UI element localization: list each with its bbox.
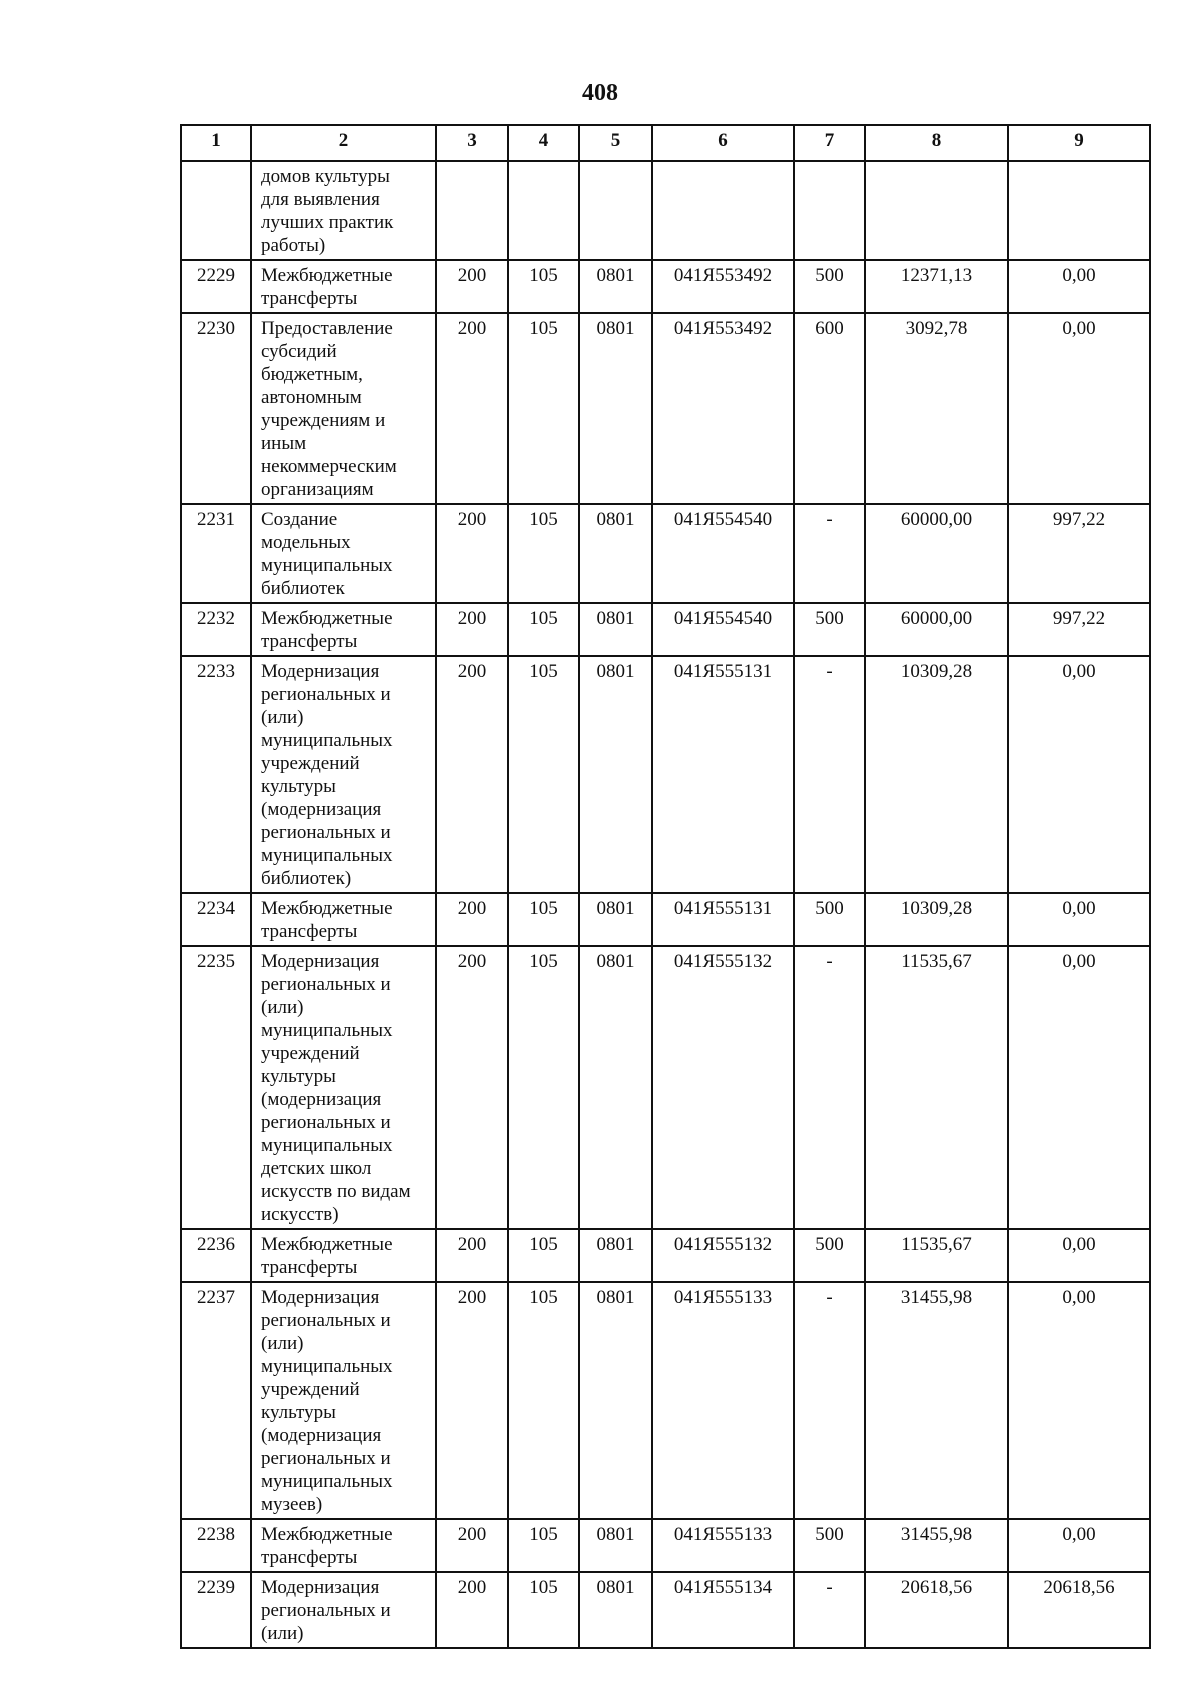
amount-cell: 60000,00: [865, 504, 1008, 603]
table-row: [181, 1519, 1150, 1572]
row-number-cell: [181, 161, 251, 260]
col3-code-cell: 200: [436, 1572, 508, 1648]
item-name-line: библиотек): [261, 868, 352, 889]
column-header-6: 6: [652, 125, 794, 161]
column-header-2: 2: [251, 125, 436, 161]
col5-code-cell: 0801: [579, 893, 652, 946]
table-body: [181, 161, 1150, 1648]
row-number-cell: 2239: [181, 1572, 251, 1648]
item-name-line: региональных и: [261, 684, 391, 705]
item-name-line: (или): [261, 707, 304, 728]
budget-table: [180, 124, 1151, 1649]
col3-code-cell: 200: [436, 603, 508, 656]
item-name-line: (модернизация: [261, 799, 382, 820]
expense-type-cell: 500: [794, 1519, 865, 1572]
col4-code-cell: 105: [508, 946, 579, 1229]
item-name-line: Межбюджетные: [261, 608, 393, 629]
item-name-cell: [251, 1519, 436, 1572]
item-name-line: некоммерческим: [261, 456, 397, 477]
item-name-line: региональных и: [261, 1448, 391, 1469]
item-name-line: Модернизация: [261, 951, 380, 972]
item-name-line: (модернизация: [261, 1089, 382, 1110]
executed-amount-cell: 997,22: [1008, 603, 1150, 656]
item-name-line: региональных и: [261, 1310, 391, 1331]
item-name-line: искусств по видам: [261, 1181, 411, 1202]
table-row: [181, 313, 1150, 504]
executed-amount-cell: 0,00: [1008, 1519, 1150, 1572]
col4-code-cell: 105: [508, 260, 579, 313]
executed-amount-cell: 0,00: [1008, 260, 1150, 313]
amount-cell: 12371,13: [865, 260, 1008, 313]
target-article-cell: 041Я553492: [652, 313, 794, 504]
item-name-line: муниципальных: [261, 730, 393, 751]
target-article-cell: 041Я554540: [652, 603, 794, 656]
header-row: [181, 125, 1150, 161]
table-row: [181, 504, 1150, 603]
amount-cell: 11535,67: [865, 1229, 1008, 1282]
target-article-cell: 041Я555134: [652, 1572, 794, 1648]
col4-code-cell: 105: [508, 1282, 579, 1519]
col5-code-cell: 0801: [579, 1572, 652, 1648]
col4-code-cell: 105: [508, 603, 579, 656]
table-row: [181, 260, 1150, 313]
item-name-cell: [251, 161, 436, 260]
column-header-4: 4: [508, 125, 579, 161]
expense-type-cell: 500: [794, 260, 865, 313]
col5-code-cell: 0801: [579, 656, 652, 893]
item-name-line: бюджетным,: [261, 364, 363, 385]
item-name-line: региональных и: [261, 822, 391, 843]
col3-code-cell: 200: [436, 504, 508, 603]
item-name-line: муниципальных: [261, 845, 393, 866]
col5-code-cell: 0801: [579, 946, 652, 1229]
expense-type-cell: 500: [794, 893, 865, 946]
item-name-line: Межбюджетные: [261, 1524, 393, 1545]
col4-code-cell: 105: [508, 1572, 579, 1648]
column-header-3: 3: [436, 125, 508, 161]
item-name-line: иным: [261, 433, 307, 454]
col3-code-cell: 200: [436, 656, 508, 893]
target-article-cell: 041Я555133: [652, 1519, 794, 1572]
item-name-line: Модернизация: [261, 1287, 380, 1308]
col5-code-cell: 0801: [579, 1229, 652, 1282]
item-name-cell: [251, 946, 436, 1229]
expense-type-cell: -: [794, 504, 865, 603]
col4-code-cell: 105: [508, 1229, 579, 1282]
row-number-cell: 2235: [181, 946, 251, 1229]
col4-code-cell: [508, 161, 579, 260]
item-name-line: Модернизация: [261, 1577, 380, 1598]
col3-code-cell: 200: [436, 313, 508, 504]
item-name-cell: [251, 656, 436, 893]
expense-type-cell: [794, 161, 865, 260]
amount-cell: 10309,28: [865, 893, 1008, 946]
expense-type-cell: 500: [794, 1229, 865, 1282]
col3-code-cell: [436, 161, 508, 260]
item-name-line: Межбюджетные: [261, 1234, 393, 1255]
row-number-cell: 2236: [181, 1229, 251, 1282]
item-name-cell: [251, 1572, 436, 1648]
table-row: [181, 1572, 1150, 1648]
item-name-line: детских школ: [261, 1158, 372, 1179]
item-name-line: для выявления: [261, 189, 380, 210]
row-number-cell: 2232: [181, 603, 251, 656]
target-article-cell: [652, 161, 794, 260]
table-row: [181, 893, 1150, 946]
item-name-line: муниципальных: [261, 1356, 393, 1377]
expense-type-cell: -: [794, 656, 865, 893]
item-name-cell: [251, 893, 436, 946]
item-name-cell: [251, 504, 436, 603]
item-name-line: культуры: [261, 1066, 336, 1087]
item-name-line: трансферты: [261, 288, 358, 309]
item-name-line: культуры: [261, 1402, 336, 1423]
table-row: [181, 946, 1150, 1229]
row-number-cell: 2238: [181, 1519, 251, 1572]
target-article-cell: 041Я555132: [652, 946, 794, 1229]
expense-type-cell: 600: [794, 313, 865, 504]
row-number-cell: 2229: [181, 260, 251, 313]
item-name-cell: [251, 1229, 436, 1282]
amount-cell: 10309,28: [865, 656, 1008, 893]
col5-code-cell: 0801: [579, 603, 652, 656]
amount-cell: 3092,78: [865, 313, 1008, 504]
item-name-line: Предоставление: [261, 318, 393, 339]
row-number-cell: 2230: [181, 313, 251, 504]
item-name-line: трансферты: [261, 921, 358, 942]
item-name-line: искусств): [261, 1204, 339, 1225]
item-name-cell: [251, 603, 436, 656]
column-header-5: 5: [579, 125, 652, 161]
item-name-line: региональных и: [261, 1600, 391, 1621]
item-name-line: муниципальных: [261, 1471, 393, 1492]
item-name-line: музеев): [261, 1494, 323, 1515]
column-header-7: 7: [794, 125, 865, 161]
row-number-cell: 2231: [181, 504, 251, 603]
col4-code-cell: 105: [508, 656, 579, 893]
row-number-cell: 2234: [181, 893, 251, 946]
column-header-1: 1: [181, 125, 251, 161]
item-name-line: трансферты: [261, 1547, 358, 1568]
item-name-line: региональных и: [261, 1112, 391, 1133]
expense-type-cell: -: [794, 946, 865, 1229]
col4-code-cell: 105: [508, 313, 579, 504]
amount-cell: 60000,00: [865, 603, 1008, 656]
item-name-line: трансферты: [261, 631, 358, 652]
col5-code-cell: [579, 161, 652, 260]
executed-amount-cell: 0,00: [1008, 313, 1150, 504]
executed-amount-cell: 0,00: [1008, 893, 1150, 946]
col3-code-cell: 200: [436, 893, 508, 946]
table-row: [181, 656, 1150, 893]
table-row: [181, 161, 1150, 260]
item-name-line: Модернизация: [261, 661, 380, 682]
col4-code-cell: 105: [508, 893, 579, 946]
table-row: [181, 1229, 1150, 1282]
item-name-line: Создание: [261, 509, 338, 530]
item-name-line: учреждений: [261, 1379, 360, 1400]
item-name-line: муниципальных: [261, 1135, 393, 1156]
amount-cell: 11535,67: [865, 946, 1008, 1229]
item-name-line: трансферты: [261, 1257, 358, 1278]
amount-cell: [865, 161, 1008, 260]
target-article-cell: 041Я555131: [652, 656, 794, 893]
item-name-line: региональных и: [261, 974, 391, 995]
col5-code-cell: 0801: [579, 313, 652, 504]
col3-code-cell: 200: [436, 946, 508, 1229]
col5-code-cell: 0801: [579, 1282, 652, 1519]
executed-amount-cell: 20618,56: [1008, 1572, 1150, 1648]
item-name-line: организациям: [261, 479, 374, 500]
item-name-line: домов культуры: [261, 166, 390, 187]
item-name-line: учреждений: [261, 753, 360, 774]
item-name-line: Межбюджетные: [261, 898, 393, 919]
item-name-line: работы): [261, 235, 326, 256]
item-name-line: субсидий: [261, 341, 337, 362]
executed-amount-cell: 0,00: [1008, 656, 1150, 893]
target-article-cell: 041Я553492: [652, 260, 794, 313]
item-name-line: учреждений: [261, 1043, 360, 1064]
column-header-9: 9: [1008, 125, 1150, 161]
col3-code-cell: 200: [436, 260, 508, 313]
target-article-cell: 041Я555133: [652, 1282, 794, 1519]
page-number: 408: [582, 80, 618, 106]
executed-amount-cell: [1008, 161, 1150, 260]
amount-cell: 31455,98: [865, 1519, 1008, 1572]
target-article-cell: 041Я555132: [652, 1229, 794, 1282]
column-header-8: 8: [865, 125, 1008, 161]
amount-cell: 20618,56: [865, 1572, 1008, 1648]
item-name-line: (или): [261, 1623, 304, 1644]
executed-amount-cell: 0,00: [1008, 1282, 1150, 1519]
table-row: [181, 603, 1150, 656]
item-name-cell: [251, 1282, 436, 1519]
expense-type-cell: 500: [794, 603, 865, 656]
amount-cell: 31455,98: [865, 1282, 1008, 1519]
item-name-line: (или): [261, 1333, 304, 1354]
expense-type-cell: -: [794, 1282, 865, 1519]
item-name-line: лучших практик: [261, 212, 394, 233]
item-name-line: Межбюджетные: [261, 265, 393, 286]
col5-code-cell: 0801: [579, 260, 652, 313]
item-name-line: (или): [261, 997, 304, 1018]
item-name-line: культуры: [261, 776, 336, 797]
item-name-line: модельных: [261, 532, 351, 553]
item-name-line: муниципальных: [261, 1020, 393, 1041]
target-article-cell: 041Я554540: [652, 504, 794, 603]
row-number-cell: 2233: [181, 656, 251, 893]
col4-code-cell: 105: [508, 1519, 579, 1572]
col4-code-cell: 105: [508, 504, 579, 603]
item-name-line: муниципальных: [261, 555, 393, 576]
row-number-cell: 2237: [181, 1282, 251, 1519]
executed-amount-cell: 0,00: [1008, 1229, 1150, 1282]
col3-code-cell: 200: [436, 1519, 508, 1572]
item-name-line: автономным: [261, 387, 362, 408]
executed-amount-cell: 0,00: [1008, 946, 1150, 1229]
executed-amount-cell: 997,22: [1008, 504, 1150, 603]
item-name-cell: [251, 260, 436, 313]
table-row: [181, 1282, 1150, 1519]
col5-code-cell: 0801: [579, 504, 652, 603]
item-name-line: учреждениям и: [261, 410, 386, 431]
item-name-line: (модернизация: [261, 1425, 382, 1446]
col5-code-cell: 0801: [579, 1519, 652, 1572]
target-article-cell: 041Я555131: [652, 893, 794, 946]
col3-code-cell: 200: [436, 1282, 508, 1519]
col3-code-cell: 200: [436, 1229, 508, 1282]
expense-type-cell: -: [794, 1572, 865, 1648]
item-name-cell: [251, 313, 436, 504]
item-name-line: библиотек: [261, 578, 345, 599]
